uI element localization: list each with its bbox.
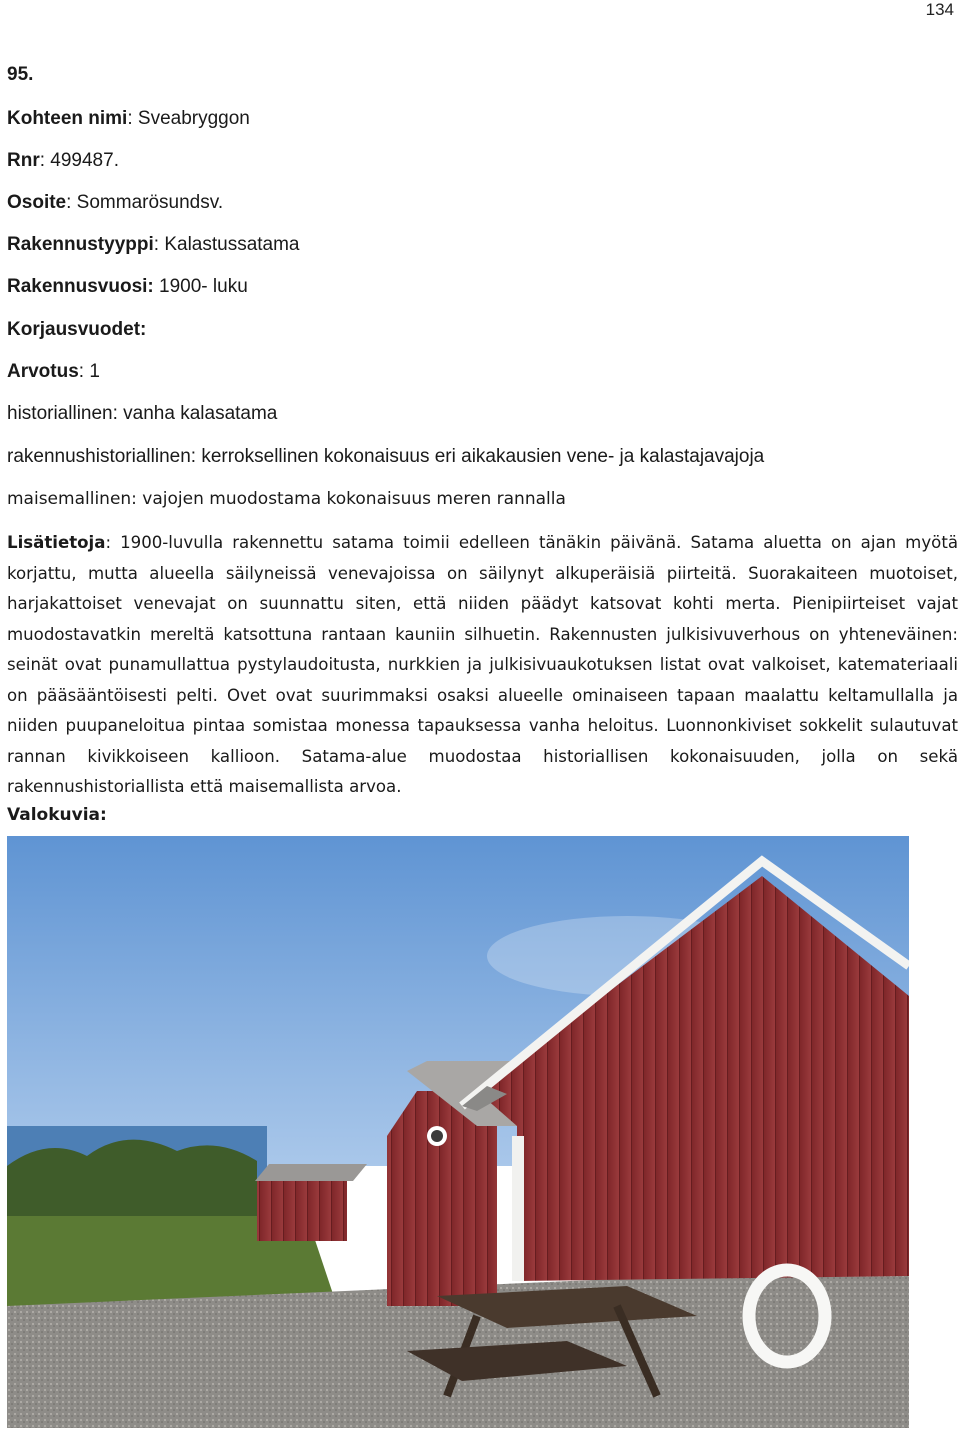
additional-info-text: : 1900-luvulla rakennettu satama toimii edelleen tänäkin päivänä. Satama aluetta on ajan myötä korjattu, mutta alueella säilyneissä venevajoissa on säilynyt alkuperäisiä piirteitä. Suorakaiteen muotoiset, harjakattoiset venevajat on suunnattu siten, että niiden päädyt katsovat kohti merta. Pienipiirteiset vajat muodostavatkin mereltä katsottuna rantaan kauniin silhuetin. Rakennusten julkisivuverhous on yhteneväinen: seinät ovat punamullattua pystylaudoitusta, nurkkien ja julkisivuaukotuksen listat ovat valkoiset, katemateriaali on pääsääntöisesti pelti. Ovet ovat suurimmaksi osaksi alueelle ominaiseen tapaan maalattu keltamullalla ja niiden puupaneloitua pintaa somistaa monessa tapauksessa vanha heloitus. Luonnonkiviset sokkelit sulautuvat rannan kivikkoiseen kallioon. Satama-alue muodostaa historiallisen kokonaisuuden, jolla on sekä rakennushistoriallista että maisemallista arvoa.	[7, 533, 958, 796]
field-name-value: : Sveabryggon	[127, 108, 250, 129]
field-name	[7, 108, 250, 130]
field-type-label: Rakennustyyppi	[7, 234, 154, 255]
page-number: 134	[925, 0, 954, 19]
field-type	[7, 234, 300, 256]
additional-info-label: Lisätietoja	[7, 533, 106, 552]
value-landscape: maisemallinen: vajojen muodostama kokonaisuus meren rannalla	[7, 489, 566, 509]
field-repair-label: Korjausvuodet:	[7, 319, 147, 340]
trim-board	[512, 1136, 524, 1281]
value-historical: historiallinen: vanha kalasatama	[7, 403, 278, 424]
field-year-label: Rakennusvuosi:	[7, 276, 154, 297]
field-name-label: Kohteen nimi	[7, 108, 128, 129]
small-boathouse-roof	[255, 1164, 367, 1181]
value-architectural: rakennushistoriallinen: kerroksellinen kokonaisuus eri aikakausien vene- ja kalastajavajoja	[7, 446, 765, 467]
field-year-value: 1900- luku	[153, 276, 248, 297]
field-type-value: : Kalastussatama	[153, 234, 300, 255]
field-address-label: Osoite	[7, 192, 67, 213]
field-rating	[7, 361, 100, 383]
small-boathouse-wall	[257, 1181, 347, 1241]
field-address-value: : Sommarösundsv.	[66, 192, 224, 213]
field-repair	[7, 319, 146, 341]
field-rnr-label: Rnr	[7, 150, 40, 171]
field-rating-value: : 1	[78, 361, 100, 382]
field-rnr	[7, 150, 119, 172]
photos-heading: Valokuvia:	[7, 805, 107, 825]
entry-number-text: 95.	[7, 64, 34, 85]
tree-line	[7, 1140, 257, 1216]
additional-info	[7, 528, 958, 803]
field-rnr-value: : 499487.	[39, 150, 119, 171]
field-year	[7, 276, 248, 298]
harbour-boathouse-photo	[7, 836, 909, 1428]
field-rating-label: Arvotus	[7, 361, 79, 382]
field-address	[7, 192, 223, 214]
entry-number	[7, 64, 33, 86]
